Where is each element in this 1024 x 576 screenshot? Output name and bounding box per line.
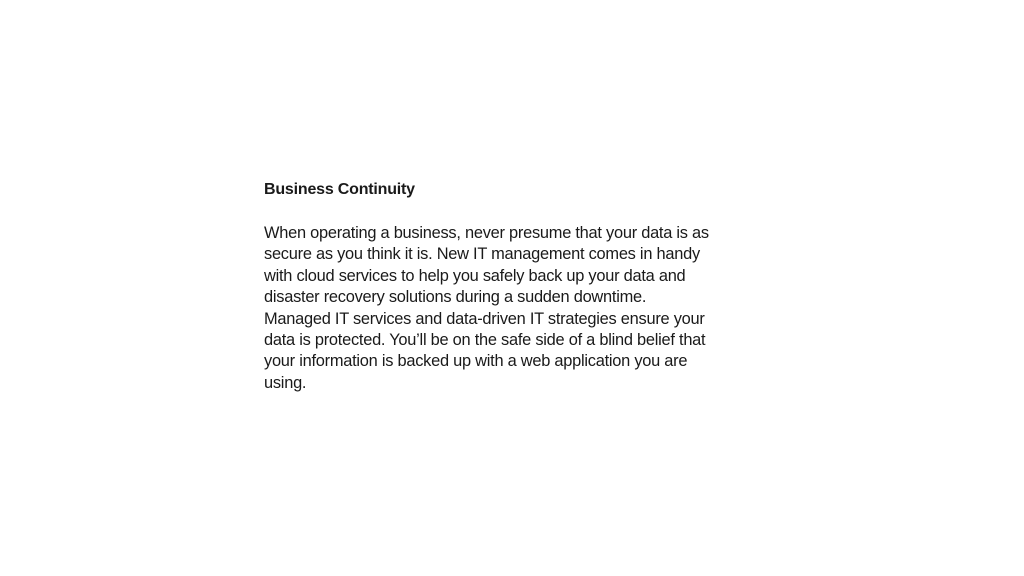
body-paragraph: When operating a business, never presume that your data is as secure as you think it is. New IT management comes in handy with cloud services to help you safely back up your data and disaster recovery solutions during a sudden downtime. Managed IT services and data-driven IT strategies ensure your data is protected. You’ll be on the safe side of a blind belief that your information is backed up with a web application you are using. <box>264 224 709 392</box>
text-box <box>264 179 774 394</box>
section-heading: Business Continuity <box>264 181 415 198</box>
